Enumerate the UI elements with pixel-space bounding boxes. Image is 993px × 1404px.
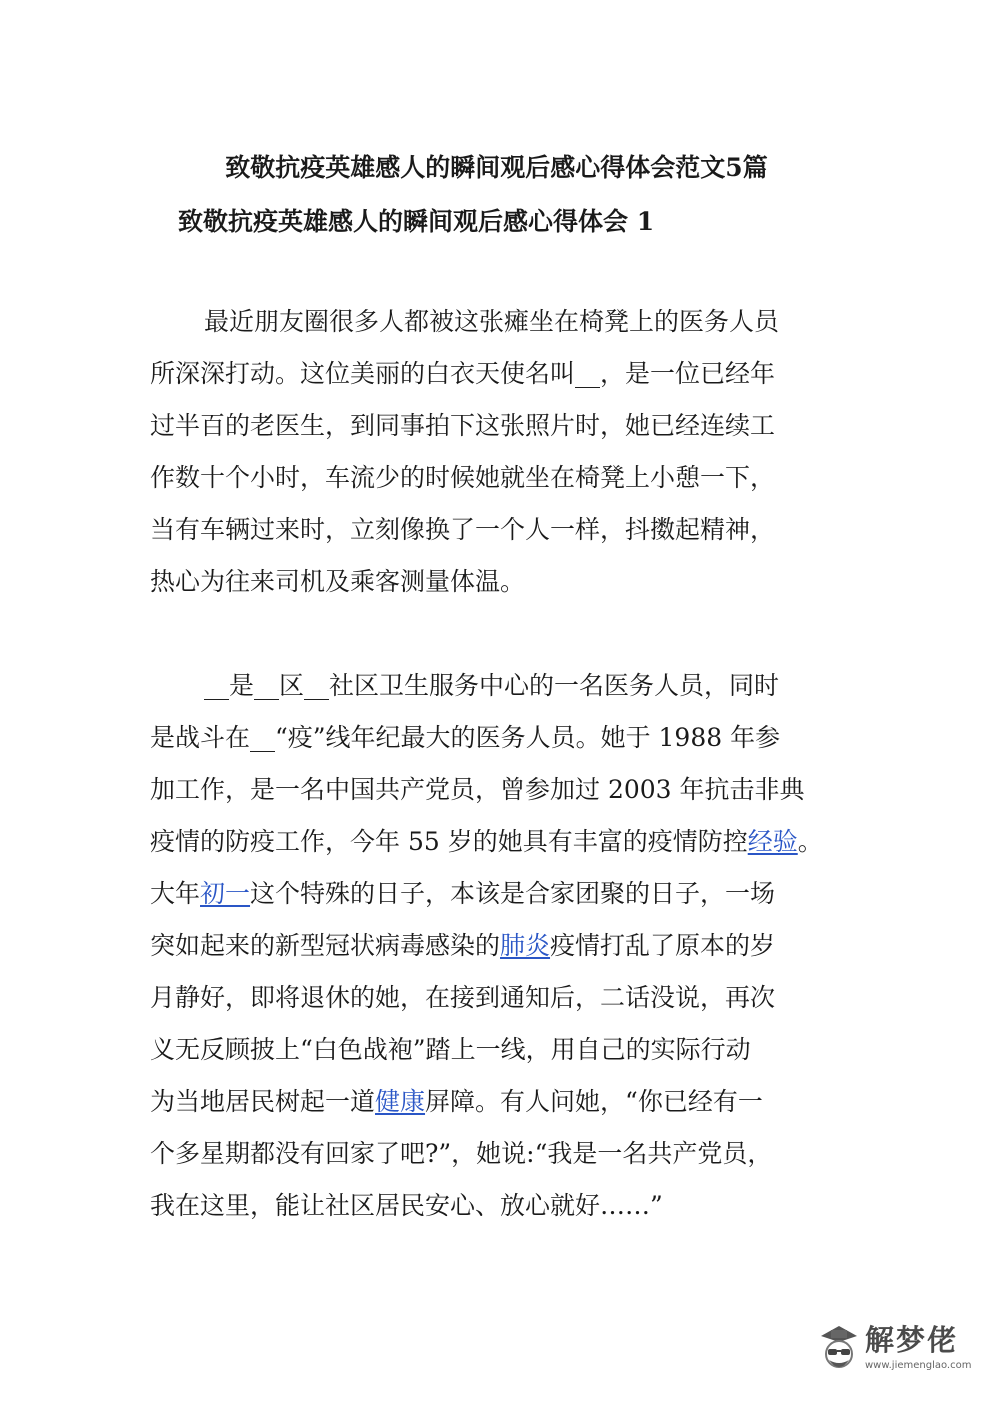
paragraph-line: 最近朋友圈很多人都被这张瘫坐在椅凳上的医务人员 <box>204 307 780 336</box>
watermark-url: www.jiemenglao.com <box>865 1360 972 1371</box>
link-jiankang[interactable]: 健康 <box>375 1087 426 1116</box>
document-title: 致敬抗疫英雄感人的瞬间观后感心得体会范文5篇 <box>225 153 768 182</box>
paragraph-line: 热心为往来司机及乘客测量体温。 <box>150 567 526 596</box>
text-segment: 疫情的防疫工作，今年 55 岁的她具有丰富的疫情防控 <box>150 827 748 856</box>
mascot-face-icon <box>817 1320 861 1376</box>
paragraph-line <box>150 868 850 920</box>
paragraph-line: __是__区__社区卫生服务中心的一名医务人员，同时 <box>204 671 780 700</box>
paragraph-line: 是战斗在__“疫”线年纪最大的医务人员。她于 1988 年参 <box>150 723 781 752</box>
paragraph-line: 月静好，即将退休的她，在接到通知后，二话没说，再次 <box>150 983 776 1012</box>
text-segment: 这个特殊的日子，本该是合家团聚的日子，一场 <box>250 879 776 908</box>
paragraph-line: 当有车辆过来时，立刻像换了一个人一样，抖擞起精神， <box>150 515 776 544</box>
text-segment: 为当地居民树起一道 <box>150 1087 376 1116</box>
link-feiyan[interactable]: 肺炎 <box>500 931 551 960</box>
section-heading: 致敬抗疫英雄感人的瞬间观后感心得体会 1 <box>178 207 655 236</box>
paragraph-line: 个多星期都没有回家了吧?”，她说:“我是一名共产党员， <box>150 1139 773 1168</box>
link-chuyi[interactable]: 初一 <box>200 879 251 908</box>
watermark <box>817 1316 972 1382</box>
text-segment: 突如起来的新型冠状病毒感染的 <box>150 931 501 960</box>
text-segment: 疫情打乱了原本的岁 <box>550 931 776 960</box>
text-segment: 大年 <box>150 879 201 908</box>
paragraph-line <box>150 816 850 868</box>
link-jingyan[interactable]: 经验 <box>747 827 798 856</box>
paragraph-line: 加工作，是一名中国共产党员，曾参加过 2003 年抗击非典 <box>150 775 805 804</box>
paragraph-line: 我在这里，能让社区居民安心、放心就好……” <box>150 1191 663 1220</box>
paragraph-2 <box>150 660 850 1232</box>
paragraph-line <box>150 1076 850 1128</box>
text-segment: 。 <box>797 827 823 856</box>
watermark-name: 解梦佬 <box>865 1323 959 1357</box>
paragraph-line: 义无反顾披上“白色战袍”踏上一线，用自己的实际行动 <box>150 1035 751 1064</box>
paragraph-1 <box>150 296 850 608</box>
paragraph-line <box>150 920 850 972</box>
paragraph-line: 作数十个小时，车流少的时候她就坐在椅凳上小憩一下， <box>150 463 776 492</box>
paragraph-line: 过半百的老医生，到同事拍下这张照片时，她已经连续工 <box>150 411 776 440</box>
paragraph-line: 所深深打动。这位美丽的白衣天使名叫__，是一位已经年 <box>150 359 776 388</box>
text-segment: 屏障。有人问她，“你已经有一 <box>425 1087 763 1116</box>
